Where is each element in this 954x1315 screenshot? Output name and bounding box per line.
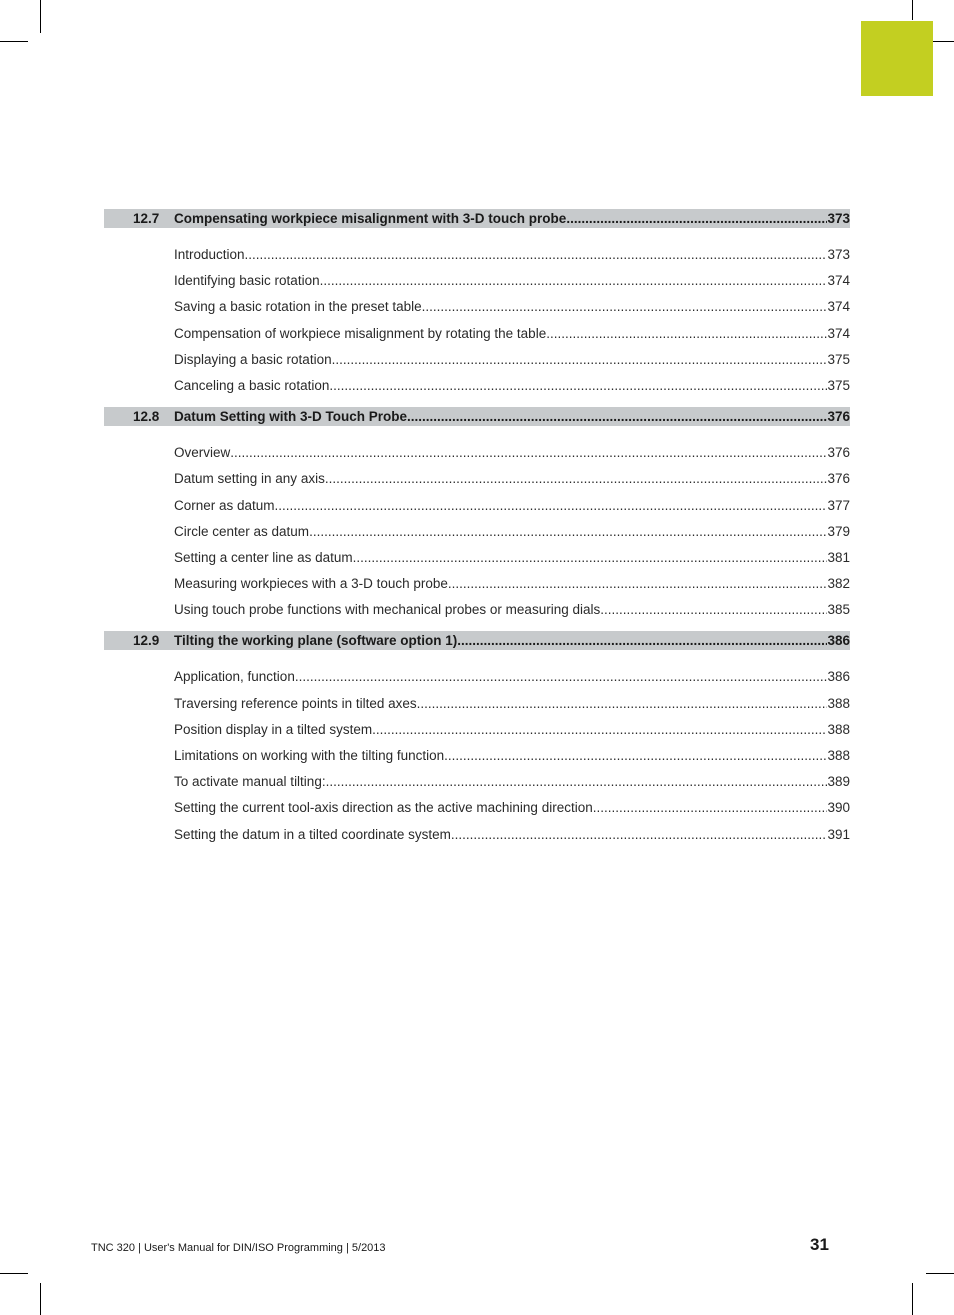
entry-page: 374	[827, 325, 850, 341]
entry-title: Corner as datum	[174, 497, 275, 513]
entry-title: Datum setting in any axis	[174, 471, 325, 487]
dot-leader	[275, 496, 828, 522]
entry-title: Introduction	[174, 247, 245, 262]
section-page: 386	[827, 633, 850, 649]
entry-title: Circle center as datum	[174, 523, 310, 539]
dot-leader	[593, 798, 828, 824]
toc-entry[interactable]	[174, 798, 850, 824]
dot-leader	[457, 631, 827, 650]
dot-leader	[407, 407, 827, 426]
entry-title: Application, function	[174, 669, 295, 685]
chapter-tab-marker	[861, 21, 933, 96]
section-heading[interactable]	[104, 631, 850, 650]
dot-leader	[295, 667, 828, 693]
dot-leader	[451, 825, 828, 851]
entry-title: Using touch probe functions with mechanical probes or measuring dials	[174, 602, 601, 618]
entry-page: 390	[827, 800, 850, 816]
entry-page: 386	[827, 669, 850, 685]
toc-entry[interactable]	[174, 350, 850, 376]
entry-title: Setting the current tool-axis direction as the active machining direction	[174, 800, 593, 816]
entry-page: 375	[827, 351, 850, 367]
entry-title: Displaying a basic rotation	[174, 351, 332, 367]
entry-title: Identifying basic rotation	[174, 273, 320, 289]
toc-entry[interactable]	[174, 600, 850, 626]
section-heading[interactable]	[104, 407, 850, 426]
section-page: 376	[827, 409, 850, 425]
dot-leader	[353, 548, 828, 574]
section-number: 12.7	[133, 211, 160, 226]
dot-leader	[326, 772, 828, 798]
crop-mark	[912, 0, 913, 20]
dot-leader	[448, 574, 828, 600]
toc-entry[interactable]	[174, 443, 850, 469]
entry-page: 391	[827, 826, 850, 842]
entry-page: 389	[827, 774, 850, 790]
entry-title: Compensation of workpiece misalignment by rotating the table	[174, 325, 547, 341]
entry-page: 381	[827, 549, 850, 565]
entry-title: Position display in a tilted system	[174, 721, 373, 737]
toc-entry[interactable]	[174, 548, 850, 574]
section-title: Compensating workpiece misalignment with 3-D touch probe	[174, 211, 567, 226]
dot-leader	[444, 746, 827, 772]
toc-entry[interactable]	[174, 245, 850, 271]
entry-title: Traversing reference points in tilted axes	[174, 695, 417, 711]
toc-entry[interactable]	[174, 667, 850, 693]
entry-title: Measuring workpieces with a 3-D touch probe	[174, 576, 448, 592]
entry-page: 376	[827, 445, 850, 461]
entry-page: 376	[827, 471, 850, 487]
section-title: Datum Setting with 3-D Touch Probe	[174, 409, 408, 425]
dot-leader	[417, 694, 828, 720]
section-number: 12.8	[133, 409, 160, 425]
entry-page: 374	[827, 273, 850, 289]
dot-leader	[245, 245, 828, 271]
entry-page: 373	[827, 247, 850, 262]
toc-entry[interactable]	[174, 746, 850, 772]
section-heading[interactable]	[104, 209, 850, 228]
toc-entry[interactable]	[174, 720, 850, 746]
toc-section-12-8	[104, 407, 850, 626]
entry-title: Canceling a basic rotation	[174, 377, 330, 393]
dot-leader	[325, 469, 828, 495]
entry-title: Overview	[174, 445, 231, 461]
dot-leader	[230, 443, 827, 469]
crop-mark	[0, 1273, 28, 1274]
crop-mark	[912, 1283, 913, 1315]
entry-title: Setting the datum in a tilted coordinate system	[174, 826, 451, 842]
page-number: 31	[810, 1235, 829, 1254]
entry-page: 375	[827, 377, 850, 393]
section-title: Tilting the working plane (software option 1)	[174, 633, 458, 649]
toc-entry[interactable]	[174, 376, 850, 402]
entry-page: 377	[827, 497, 850, 513]
toc-entry[interactable]	[174, 324, 850, 350]
dot-leader	[332, 350, 828, 376]
crop-mark	[40, 1283, 41, 1315]
entry-page: 388	[827, 721, 850, 737]
entry-page: 388	[827, 748, 850, 763]
entry-page: 388	[827, 695, 850, 711]
entry-title: Saving a basic rotation in the preset table	[174, 299, 422, 315]
dot-leader	[600, 600, 827, 626]
table-of-contents	[104, 209, 850, 856]
toc-entry[interactable]	[174, 496, 850, 522]
dot-leader	[566, 209, 827, 228]
entry-page: 379	[827, 523, 850, 539]
toc-entry[interactable]	[174, 271, 850, 297]
toc-entry[interactable]	[174, 574, 850, 600]
entry-title: Limitations on working with the tilting function	[174, 748, 445, 763]
section-page: 373	[827, 211, 850, 226]
entry-title: To activate manual tilting:	[174, 774, 326, 790]
toc-entry[interactable]	[174, 825, 850, 851]
crop-mark	[926, 1273, 954, 1274]
dot-leader	[320, 271, 828, 297]
toc-entry[interactable]	[174, 297, 850, 323]
dot-leader	[372, 720, 827, 746]
toc-section-12-9	[104, 631, 850, 850]
entry-page: 374	[827, 299, 850, 315]
toc-entry[interactable]	[174, 694, 850, 720]
toc-section-12-7	[104, 209, 850, 402]
toc-entry[interactable]	[174, 469, 850, 495]
dot-leader	[422, 297, 828, 323]
toc-entry[interactable]	[174, 772, 850, 798]
toc-entry[interactable]	[174, 522, 850, 548]
entry-title: Setting a center line as datum	[174, 549, 353, 565]
crop-mark	[40, 0, 41, 33]
section-number: 12.9	[133, 633, 160, 649]
entry-page: 385	[827, 602, 850, 618]
dot-leader	[309, 522, 827, 548]
dot-leader	[546, 324, 827, 350]
crop-mark	[0, 41, 28, 42]
entry-page: 382	[827, 576, 850, 592]
dot-leader	[329, 376, 827, 402]
footer-text: TNC 320 | User's Manual for DIN/ISO Programming | 5/2013	[91, 1242, 386, 1254]
